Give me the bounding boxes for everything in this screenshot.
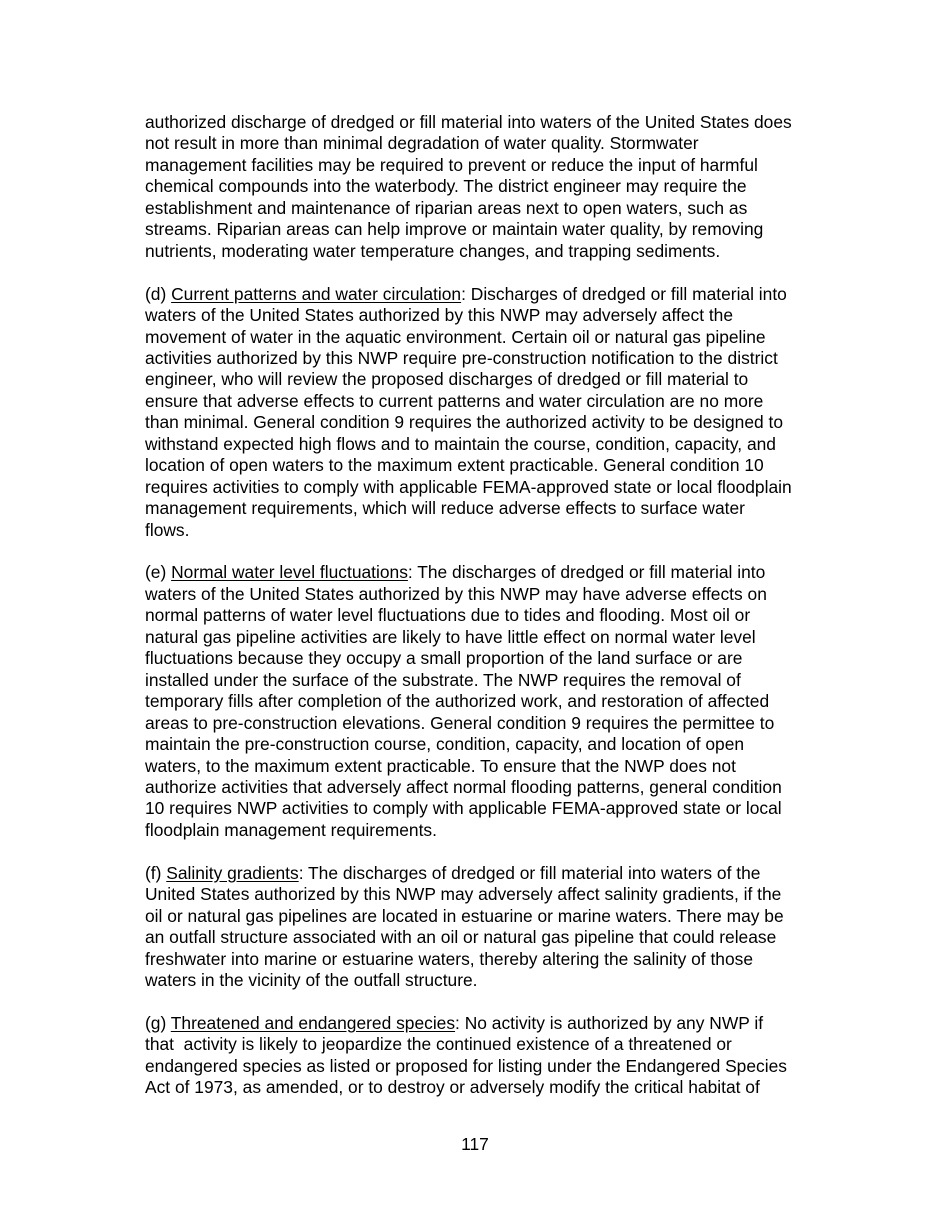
text-line: engineer, who will review the proposed discharges of dredged or fill material to bbox=[145, 369, 749, 390]
paragraph-d bbox=[145, 284, 845, 541]
text-line: flows. bbox=[145, 519, 190, 540]
paragraph-e bbox=[145, 562, 845, 841]
text-line: that activity is likely to jeopardize the continued existence of a threatened or bbox=[145, 1034, 732, 1055]
text-fragment: : The discharges of dredged or fill material into waters of the bbox=[298, 862, 761, 883]
text-line: waters, to the maximum extent practicable. To ensure that the NWP does not bbox=[145, 755, 736, 776]
text-line: location of open waters to the maximum extent practicable. General condition 10 bbox=[145, 455, 764, 476]
text-line: endangered species as listed or proposed for listing under the Endangered Species bbox=[145, 1055, 787, 1076]
text-line: activities authorized by this NWP require pre-construction notification to the district bbox=[145, 347, 778, 368]
paragraph-f bbox=[145, 863, 845, 992]
text-line: nutrients, moderating water temperature changes, and trapping sediments. bbox=[145, 240, 721, 261]
section-heading: Salinity gradients bbox=[166, 862, 299, 883]
section-heading: Current patterns and water circulation bbox=[171, 283, 462, 304]
text-line: not result in more than minimal degradation of water quality. Stormwater bbox=[145, 133, 699, 154]
text-fragment: : The discharges of dredged or fill material into bbox=[407, 562, 766, 583]
text-line: United States authorized by this NWP may adversely affect salinity gradients, if the bbox=[145, 884, 782, 905]
text-line: waters in the vicinity of the outfall structure. bbox=[145, 970, 478, 991]
section-prefix: (e) bbox=[145, 562, 172, 583]
text-line: waters of the United States authorized by this NWP may have adverse effects on bbox=[145, 583, 767, 604]
text-line: management facilities may be required to prevent or reduce the input of harmful bbox=[145, 154, 758, 175]
text-line: ensure that adverse effects to current patterns and water circulation are no more bbox=[145, 390, 764, 411]
text-line: installed under the surface of the substrate. The NWP requires the removal of bbox=[145, 669, 741, 690]
section-heading: Normal water level fluctuations bbox=[171, 562, 408, 583]
paragraph-g bbox=[145, 1013, 845, 1099]
text-line-first bbox=[145, 863, 845, 884]
text-line: floodplain management requirements. bbox=[145, 819, 437, 840]
page-number: 117 bbox=[461, 1134, 489, 1154]
section-prefix: (g) bbox=[145, 1012, 171, 1033]
text-line: oil or natural gas pipelines are located in estuarine or marine waters. There may be bbox=[145, 905, 784, 926]
text-line: maintain the pre-construction course, condition, capacity, and location of open bbox=[145, 734, 745, 755]
section-prefix: (d) bbox=[145, 283, 172, 304]
text-line: areas to pre-construction elevations. General condition 9 requires the permittee to bbox=[145, 712, 775, 733]
text-line: chemical compounds into the waterbody. The district engineer may require the bbox=[145, 176, 747, 197]
text-line: management requirements, which will reduce adverse effects to surface water bbox=[145, 498, 745, 519]
text-line-first bbox=[145, 1013, 845, 1034]
text-line: natural gas pipeline activities are likely to have little effect on normal water level bbox=[145, 626, 756, 647]
text-line: establishment and maintenance of riparian areas next to open waters, such as bbox=[145, 197, 748, 218]
text-line: requires activities to comply with applicable FEMA-approved state or local floodplain bbox=[145, 476, 792, 497]
text-line: normal patterns of water level fluctuations due to tides and flooding. Most oil or bbox=[145, 605, 751, 626]
text-line: 10 requires NWP activities to comply with applicable FEMA-approved state or local bbox=[145, 798, 782, 819]
section-heading: Threatened and endangered species bbox=[170, 1012, 456, 1033]
text-line-first bbox=[145, 284, 845, 305]
text-fragment: : No activity is authorized by any NWP if bbox=[455, 1012, 764, 1033]
paragraph-intro bbox=[145, 112, 845, 262]
text-line: temporary fills after completion of the authorized work, and restoration of affected bbox=[145, 691, 770, 712]
document-body bbox=[145, 112, 845, 1120]
text-line: movement of water in the aquatic environment. Certain oil or natural gas pipeline bbox=[145, 326, 766, 347]
text-line: an outfall structure associated with an oil or natural gas pipeline that could release bbox=[145, 927, 777, 948]
text-line: authorize activities that adversely affect normal flooding patterns, general condition bbox=[145, 777, 782, 798]
text-line: waters of the United States authorized by this NWP may adversely affect the bbox=[145, 305, 734, 326]
text-line: Act of 1973, as amended, or to destroy or adversely modify the critical habitat of bbox=[145, 1077, 760, 1098]
text-line-first bbox=[145, 562, 845, 583]
text-line: authorized discharge of dredged or fill material into waters of the United States does bbox=[145, 112, 792, 132]
text-line: streams. Riparian areas can help improve or maintain water quality, by removing bbox=[145, 219, 764, 240]
text-fragment: : Discharges of dredged or fill material into bbox=[461, 283, 787, 304]
section-prefix: (f) bbox=[145, 862, 167, 883]
text-line: withstand expected high flows and to maintain the course, condition, capacity, and bbox=[145, 433, 776, 454]
text-line: freshwater into marine or estuarine waters, thereby altering the salinity of those bbox=[145, 948, 754, 969]
text-line: than minimal. General condition 9 requires the authorized activity to be designed to bbox=[145, 412, 784, 433]
text-line: fluctuations because they occupy a small proportion of the land surface or are bbox=[145, 648, 743, 669]
